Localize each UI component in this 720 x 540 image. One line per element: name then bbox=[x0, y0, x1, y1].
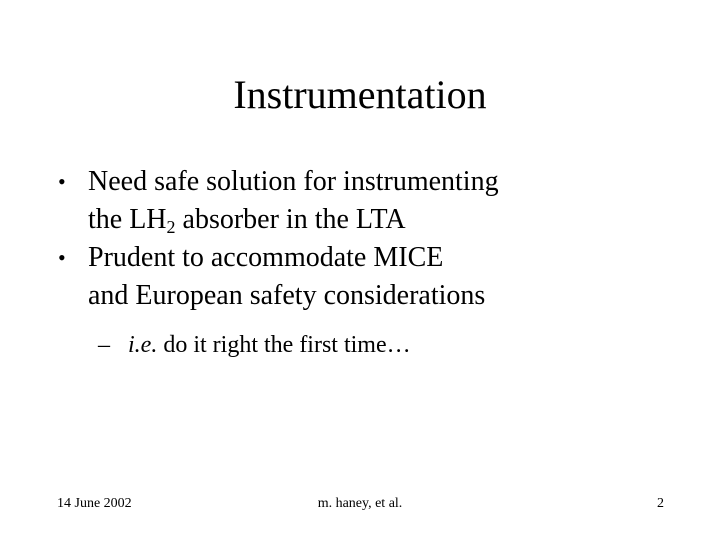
bullet-line: and European safety considerations bbox=[88, 280, 486, 311]
sub-bullet-marker: – bbox=[98, 332, 110, 358]
bullet-text: the LH bbox=[88, 204, 167, 235]
slide-title: Instrumentation bbox=[233, 72, 487, 117]
footer-date: 14 June 2002 bbox=[57, 496, 132, 511]
bullet-marker: • bbox=[58, 169, 66, 194]
sub-bullet-text: do it right the first time… bbox=[157, 332, 411, 358]
bullet-line: Need safe solution for instrumenting bbox=[88, 166, 499, 197]
bullet-list bbox=[58, 163, 678, 361]
bullet-item-instrumenting bbox=[58, 163, 678, 239]
bullet-line bbox=[88, 201, 678, 239]
bullet-text: absorber in the LTA bbox=[175, 204, 406, 235]
subscript-text: 2 bbox=[166, 217, 176, 237]
sub-bullet-item bbox=[58, 329, 678, 361]
italic-text: i.e. bbox=[128, 332, 158, 358]
page-number: 2 bbox=[657, 496, 664, 511]
bullet-marker: • bbox=[58, 245, 66, 270]
bullet-item-prudent bbox=[58, 239, 678, 315]
footer-author: m. haney, et al. bbox=[317, 496, 403, 511]
bullet-line: Prudent to accommodate MICE bbox=[88, 242, 444, 273]
